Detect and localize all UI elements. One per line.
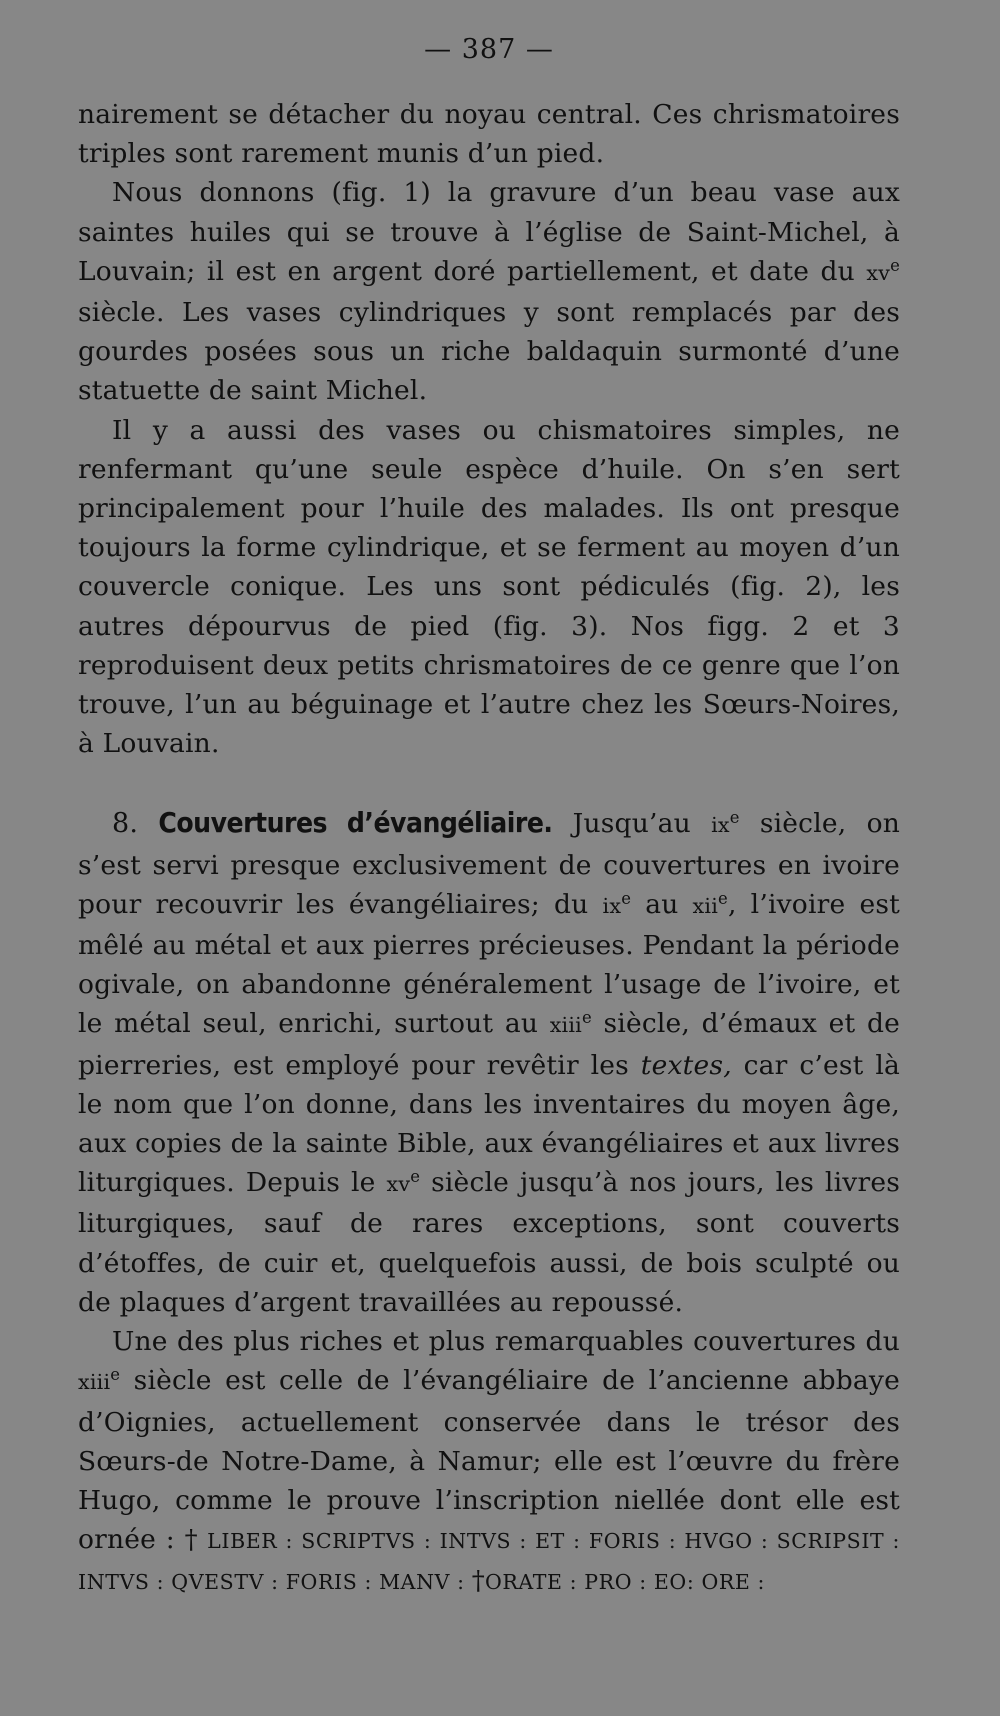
paragraph-text: siècle. Les vases cylindriques y sont remplacés par des gourdes posées sous un riche baldaquin surmonté d’une statuette de saint Michel. [78, 297, 900, 407]
superscript: e [581, 1008, 592, 1028]
section-text: siècle, on s’est servi presque exclusivement de couvertures en ivoire pour recouvrir les évangéliaires; du [78, 808, 901, 920]
section-text: siècle jusqu’à nos jours, les livres liturgiques, sauf de rares exceptions, sont couverts d’étoffes, de cuir et, quelquefois aussi, de bois sculpté ou de plaques d’argent travaillées au repoussé. [78, 1167, 901, 1318]
superscript: e [110, 1365, 121, 1385]
paragraph-text: Nous donnons (fig. 1) la gravure d’un beau vase aux saintes huiles qui se trouve à l’église de Saint-Michel, à Louvain; il est en argent doré partiellement, et date du [78, 177, 900, 287]
cross-icon: † [471, 1566, 485, 1597]
section-8 [78, 803, 900, 1322]
paragraph-text: siècle est celle de l’évangéliaire de l’ancienne abbaye d’Oignies, actuellement conservée dans le trésor des Sœurs-de Notre-Dame, à Namur; elle est l’œuvre du frère Hugo, comme le prouve l’inscription niellée dont elle est ornée : [78, 1365, 900, 1556]
section-number: 8. [112, 808, 139, 840]
century-numeral: xv [386, 1172, 411, 1197]
century-numeral: ix [711, 813, 730, 838]
section-title: Couvertures d’évangéliaire. [158, 806, 553, 840]
paragraph-simple-vases: Il y a aussi des vases ou chismatoires simples, ne renfermant qu’une seule espèce d’huile. On s’en sert principalement pour l’huile des malades. Ils ont presque toujours la forme cylindrique, et se ferment au moyen d’un couvercle conique. Les uns sont pédiculés (fig. 2), les autres dépourvus de pied (fig. 3). Nos figg. 2 et 3 reproduisent deux petits chrismatoires de ce genre que l’on trouve, l’un au béguinage et l’autre chez les Sœurs-Noires, à Louvain. [78, 414, 900, 760]
century-numeral: ix [602, 893, 622, 918]
section-text: Jusqu’au [552, 808, 712, 840]
superscript: e [890, 255, 901, 275]
section-text: , l’ivoire est mêlé au métal et aux pierres précieuses. Pendant la période ogivale, on abandonne généralement l’usage de l’ivoire, et le métal seul, enrichi, surtout au [78, 888, 900, 1040]
superscript: e [718, 888, 728, 908]
century-numeral: xv [866, 260, 891, 285]
section-text: au [631, 888, 693, 920]
inscription-text: ORATE : PRO : EO: ORE : [484, 1570, 766, 1595]
paragraph-oignies [78, 1322, 900, 1602]
century-numeral: xiii [549, 1013, 582, 1038]
cross-icon: † [184, 1525, 199, 1556]
paragraph-continuation: nairement se détacher du noyau central. Ces chrismatoires triples sont rarement munis d’un pied. [78, 99, 900, 170]
section-text: siècle, d’émaux et de pierreries, est employé pour revêtir les [78, 1008, 901, 1081]
superscript: e [729, 808, 740, 828]
century-numeral: xiii [78, 1370, 111, 1395]
page-number: — 387 — [424, 34, 554, 65]
superscript: e [621, 888, 632, 908]
italic-term: textes, [640, 1049, 732, 1081]
inscription-text: LIBER : SCRIPTVS : INTVS : ET : FORIS : HVGO : SCRIPSIT : INTVS : QVESTV : FORIS : MANV : [78, 1529, 901, 1595]
century-numeral: xii [692, 893, 719, 918]
paragraph-text: Une des plus riches et plus remarquables couvertures du [112, 1326, 900, 1358]
section-text: car c’est là le nom que l’on donne, dans les inventaires du moyen âge, aux copies de la sainte Bible, aux évangéliaires et aux livres liturgiques. Depuis le [78, 1049, 900, 1199]
superscript: e [410, 1167, 421, 1187]
paragraph-fig1 [78, 173, 900, 410]
